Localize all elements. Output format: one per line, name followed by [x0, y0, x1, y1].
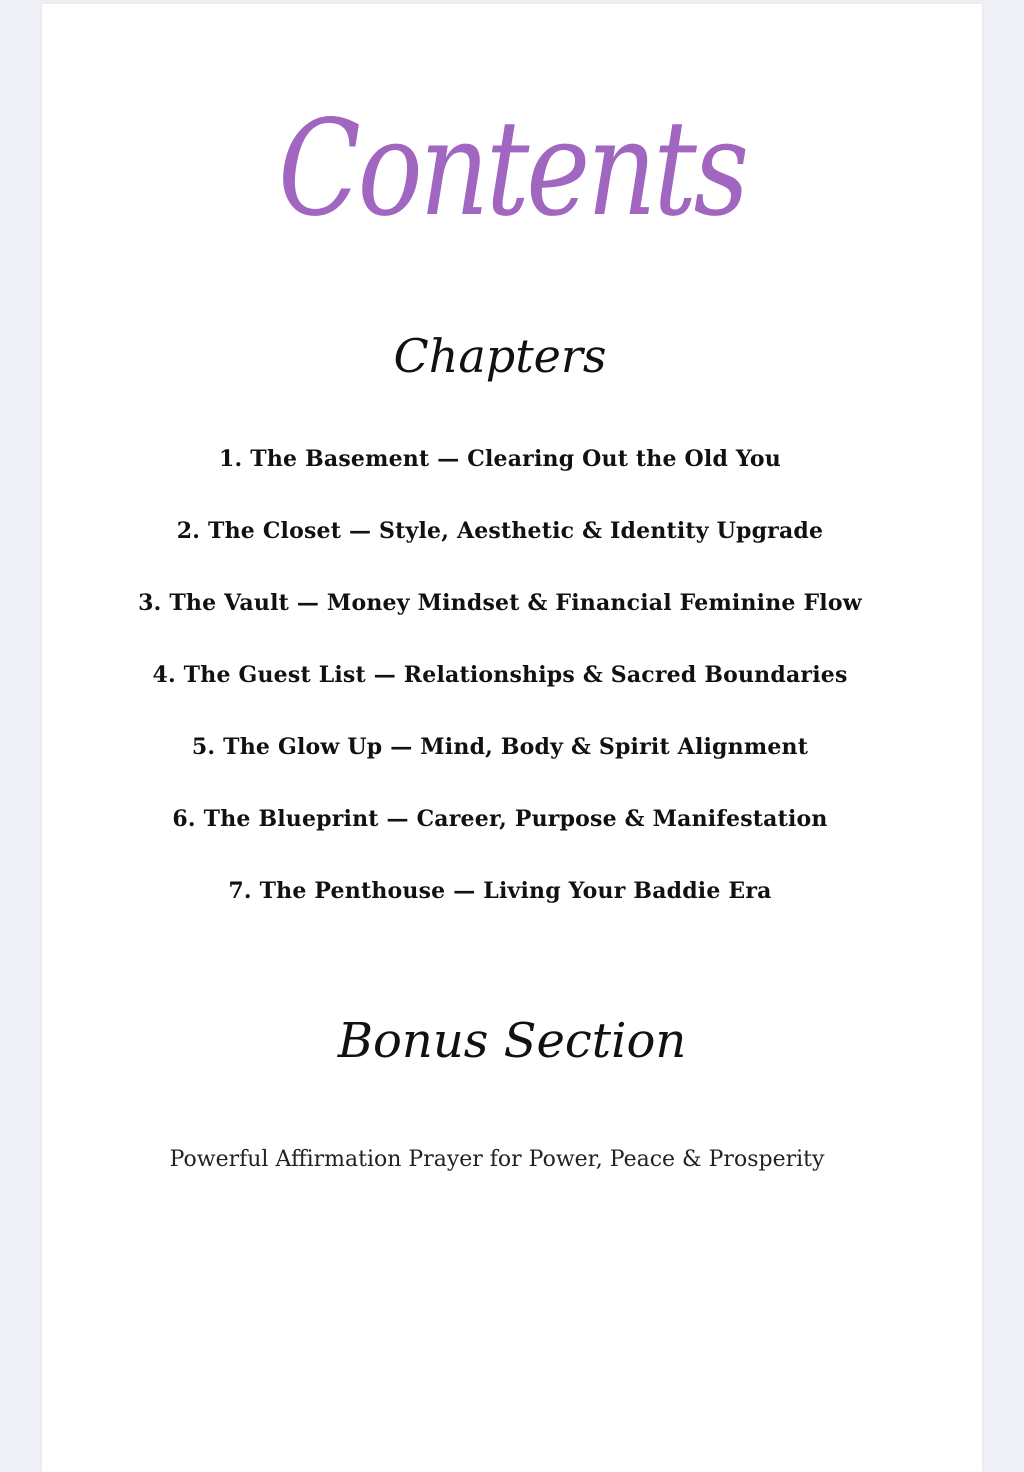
- chapter-item-6: 6. The Blueprint — Career, Purpose & Manifestation: [172, 806, 828, 832]
- contents-title: Contents: [278, 92, 746, 246]
- chapter-item-7: 7. The Penthouse — Living Your Baddie Era: [228, 878, 772, 904]
- bonus-section-item: Powerful Affirmation Prayer for Power, Peace & Prosperity: [169, 1147, 825, 1172]
- document-page: [42, 4, 982, 1472]
- chapter-item-4: 4. The Guest List — Relationships & Sacred Boundaries: [152, 662, 848, 688]
- chapter-item-3: 3. The Vault — Money Mindset & Financial Feminine Flow: [138, 590, 862, 616]
- chapter-item-5: 5. The Glow Up — Mind, Body & Spirit Alignment: [191, 734, 809, 760]
- chapter-item-1: 1. The Basement — Clearing Out the Old You: [219, 446, 781, 472]
- chapters-heading: Chapters: [393, 329, 607, 383]
- chapter-item-2: 2. The Closet — Style, Aesthetic & Identity Upgrade: [176, 518, 824, 544]
- bonus-section-heading: Bonus Section: [337, 1013, 687, 1069]
- chapter-list: [42, 438, 958, 942]
